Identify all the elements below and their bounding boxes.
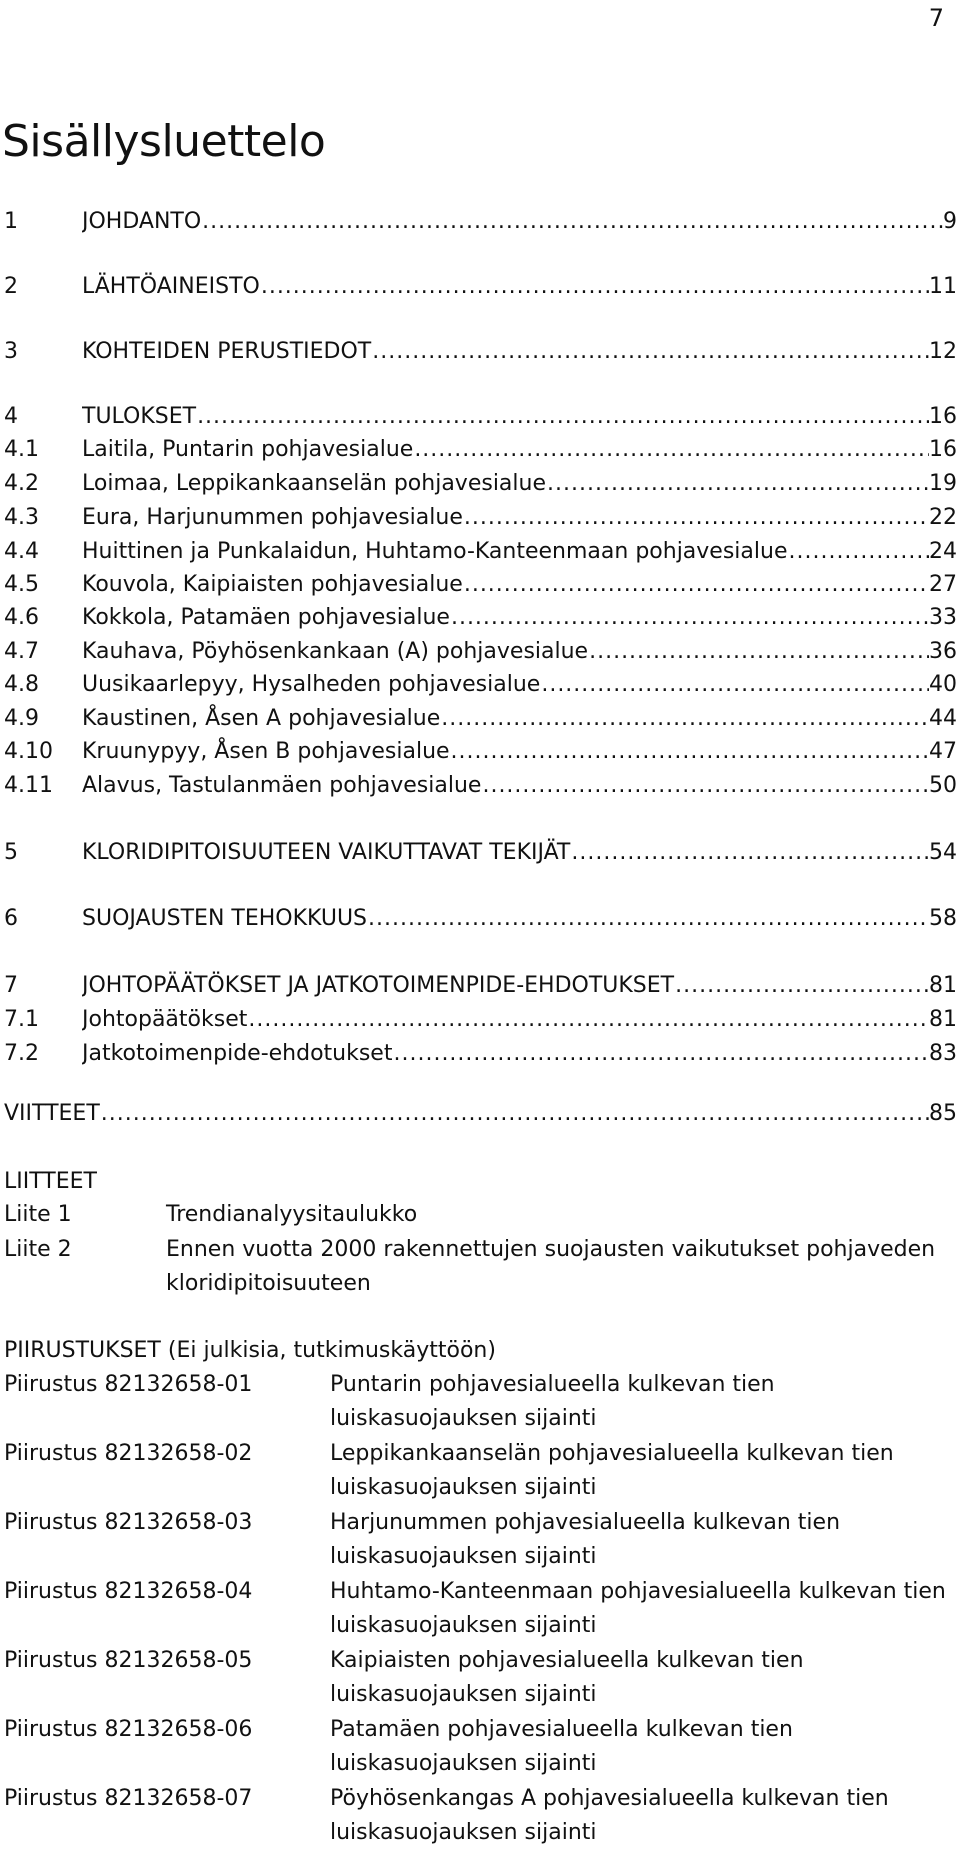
- drawing-description: Pöyhösenkangas A pohjavesialueella kulkevan tien: [330, 1786, 889, 1811]
- toc-page: 85: [929, 1101, 957, 1126]
- toc-label: Kauhava, Pöyhösenkankaan (A) pohjavesialue: [82, 639, 589, 664]
- toc-leader-dots: [367, 902, 929, 936]
- drawing-description: luiskasuojauksen sijainti: [330, 1544, 597, 1569]
- toc-leader-dots: [463, 501, 929, 535]
- toc-label: Kruunypyy, Åsen B pohjavesialue: [82, 739, 450, 764]
- toc-row[interactable]: [0, 270, 957, 304]
- toc-row[interactable]: [0, 702, 957, 736]
- toc-label: Johtopäätökset: [82, 1007, 248, 1032]
- toc-label: Laitila, Puntarin pohjavesialue: [82, 437, 414, 462]
- drawing-id: Piirustus 82132658-06: [4, 1717, 253, 1742]
- toc-page: 44: [929, 706, 957, 731]
- toc-label: Kouvola, Kaipiaisten pohjavesialue: [82, 572, 463, 597]
- toc-row-references[interactable]: [0, 1097, 957, 1131]
- toc-page: 36: [929, 639, 957, 664]
- toc-page: 81: [929, 973, 957, 998]
- toc-leader-dots: [481, 769, 929, 803]
- toc-leader-dots: [100, 1097, 929, 1131]
- drawing-description: luiskasuojauksen sijainti: [330, 1613, 597, 1638]
- toc-row[interactable]: [0, 568, 957, 602]
- toc-number: 4.4: [4, 539, 39, 564]
- toc-number: 2: [4, 274, 18, 299]
- toc-page: 11: [929, 274, 957, 299]
- appendix-id: Liite 2: [4, 1237, 72, 1262]
- toc-row[interactable]: [0, 535, 957, 569]
- drawing-id: Piirustus 82132658-04: [4, 1579, 253, 1604]
- toc-number: 4.8: [4, 672, 39, 697]
- toc-page: 83: [929, 1041, 957, 1066]
- appendix-text: Trendianalyysitaulukko: [166, 1202, 418, 1227]
- drawing-id: Piirustus 82132658-02: [4, 1441, 253, 1466]
- drawing-id: Piirustus 82132658-03: [4, 1510, 253, 1535]
- toc-label: LÄHTÖAINEISTO: [82, 274, 260, 299]
- toc-row[interactable]: [0, 902, 957, 936]
- toc-leader-dots: [463, 568, 929, 602]
- toc-label: JOHTOPÄÄTÖKSET JA JATKOTOIMENPIDE-EHDOTUKSET: [82, 973, 675, 998]
- toc-number: 4.3: [4, 505, 39, 530]
- toc-number: 4: [4, 404, 18, 429]
- toc-page: 19: [929, 471, 957, 496]
- toc-leader-dots: [260, 270, 929, 304]
- toc-row[interactable]: [0, 467, 957, 501]
- toc-row[interactable]: [0, 335, 957, 369]
- toc-page: 33: [929, 605, 957, 630]
- drawing-description: Puntarin pohjavesialueella kulkevan tien: [330, 1372, 775, 1397]
- toc-leader-dots: [570, 836, 929, 870]
- toc-row[interactable]: [0, 735, 957, 769]
- toc-label: Huittinen ja Punkalaidun, Huhtamo-Kanteenmaan pohjavesialue: [82, 539, 788, 564]
- toc-row[interactable]: [0, 501, 957, 535]
- toc-row[interactable]: [0, 601, 957, 635]
- toc-page: 9: [943, 209, 957, 234]
- toc-leader-dots: [450, 735, 929, 769]
- toc-page: 81: [929, 1007, 957, 1032]
- drawing-description: Patamäen pohjavesialueella kulkevan tien: [330, 1717, 793, 1742]
- toc-number: 7.2: [4, 1041, 39, 1066]
- appendix-text: Ennen vuotta 2000 rakennettujen suojausten vaikutukset pohjaveden kloridipitoisuuteen: [166, 1237, 936, 1296]
- toc-row[interactable]: [0, 635, 957, 669]
- toc-page: 54: [929, 840, 957, 865]
- toc-page: 24: [929, 539, 957, 564]
- toc-number: 5: [4, 840, 18, 865]
- page-title: Sisällysluettelo: [2, 116, 326, 167]
- toc-leader-dots: [440, 702, 929, 736]
- toc-row[interactable]: [0, 668, 957, 702]
- toc-number: 4.11: [4, 773, 53, 798]
- toc-row[interactable]: [0, 205, 957, 239]
- appendix-id: Liite 1: [4, 1202, 72, 1227]
- toc-row[interactable]: [0, 1037, 957, 1071]
- toc-label: TULOKSET: [82, 404, 197, 429]
- toc-row[interactable]: [0, 400, 957, 434]
- toc-leader-dots: [787, 535, 929, 569]
- toc-label: Jatkotoimenpide-ehdotukset: [82, 1041, 393, 1066]
- toc-page: 47: [929, 739, 957, 764]
- drawing-description: Huhtamo-Kanteenmaan pohjavesialueella kulkevan tien: [330, 1579, 946, 1604]
- toc-row[interactable]: [0, 769, 957, 803]
- toc-row[interactable]: [0, 836, 957, 870]
- toc-page: 40: [929, 672, 957, 697]
- toc-leader-dots: [450, 601, 929, 635]
- toc-label: Uusikaarlepyy, Hysalheden pohjavesialue: [82, 672, 541, 697]
- toc-number: 4.1: [4, 437, 39, 462]
- toc-leader-dots: [196, 400, 929, 434]
- toc-label: SUOJAUSTEN TEHOKKUUS: [82, 906, 368, 931]
- toc-leader-dots: [546, 467, 929, 501]
- drawing-description: luiskasuojauksen sijainti: [330, 1475, 597, 1500]
- drawing-description: luiskasuojauksen sijainti: [330, 1406, 597, 1431]
- toc-page: 58: [929, 906, 957, 931]
- toc-leader-dots: [674, 969, 929, 1003]
- drawing-description: Harjunummen pohjavesialueella kulkevan tien: [330, 1510, 841, 1535]
- toc-number: 4.6: [4, 605, 39, 630]
- toc-label: Loimaa, Leppikankaanselän pohjavesialue: [82, 471, 546, 496]
- toc-label: Eura, Harjunummen pohjavesialue: [82, 505, 463, 530]
- toc-number: 4.9: [4, 706, 39, 731]
- toc-number: 6: [4, 906, 18, 931]
- toc-leader-dots: [247, 1003, 929, 1037]
- drawing-description: luiskasuojauksen sijainti: [330, 1820, 597, 1845]
- toc-page: 50: [929, 773, 957, 798]
- drawings-heading: PIIRUSTUKSET (Ei julkisia, tutkimuskäyttöön): [4, 1338, 496, 1363]
- toc-number: 4.2: [4, 471, 39, 496]
- toc-row[interactable]: [0, 1003, 957, 1037]
- toc-row[interactable]: [0, 433, 957, 467]
- toc-page: 27: [929, 572, 957, 597]
- toc-row[interactable]: [0, 969, 957, 1003]
- toc-leader-dots: [588, 635, 929, 669]
- drawing-description: luiskasuojauksen sijainti: [330, 1682, 597, 1707]
- toc-number: 7: [4, 973, 18, 998]
- toc-label: KOHTEIDEN PERUSTIEDOT: [82, 339, 372, 364]
- toc-label: VIITTEET: [4, 1101, 100, 1126]
- toc-label: KLORIDIPITOISUUTEEN VAIKUTTAVAT TEKIJÄT: [82, 840, 571, 865]
- toc-number: 4.7: [4, 639, 39, 664]
- toc-leader-dots: [201, 205, 943, 239]
- page-number: 7: [928, 4, 944, 32]
- toc-number: 4.5: [4, 572, 39, 597]
- toc-page: 22: [929, 505, 957, 530]
- toc-number: 1: [4, 209, 18, 234]
- toc-leader-dots: [371, 335, 929, 369]
- drawing-id: Piirustus 82132658-07: [4, 1786, 253, 1811]
- toc-number: 3: [4, 339, 18, 364]
- toc-number: 4.10: [4, 739, 53, 764]
- toc-leader-dots: [540, 668, 929, 702]
- appendices-heading: LIITTEET: [4, 1169, 97, 1194]
- toc-label: Alavus, Tastulanmäen pohjavesialue: [82, 773, 482, 798]
- drawing-id: Piirustus 82132658-05: [4, 1648, 253, 1673]
- toc-page: 12: [929, 339, 957, 364]
- toc-leader-dots: [392, 1037, 929, 1071]
- drawing-description: luiskasuojauksen sijainti: [330, 1751, 597, 1776]
- toc-label: JOHDANTO: [82, 209, 202, 234]
- toc-label: Kaustinen, Åsen A pohjavesialue: [82, 706, 441, 731]
- toc-leader-dots: [413, 433, 929, 467]
- drawing-description: Kaipiaisten pohjavesialueella kulkevan tien: [330, 1648, 804, 1673]
- toc-page: 16: [929, 404, 957, 429]
- toc-page: 16: [929, 437, 957, 462]
- toc-label: Kokkola, Patamäen pohjavesialue: [82, 605, 450, 630]
- drawing-description: Leppikankaanselän pohjavesialueella kulkevan tien: [330, 1441, 894, 1466]
- toc-number: 7.1: [4, 1007, 39, 1032]
- drawing-id: Piirustus 82132658-01: [4, 1372, 253, 1397]
